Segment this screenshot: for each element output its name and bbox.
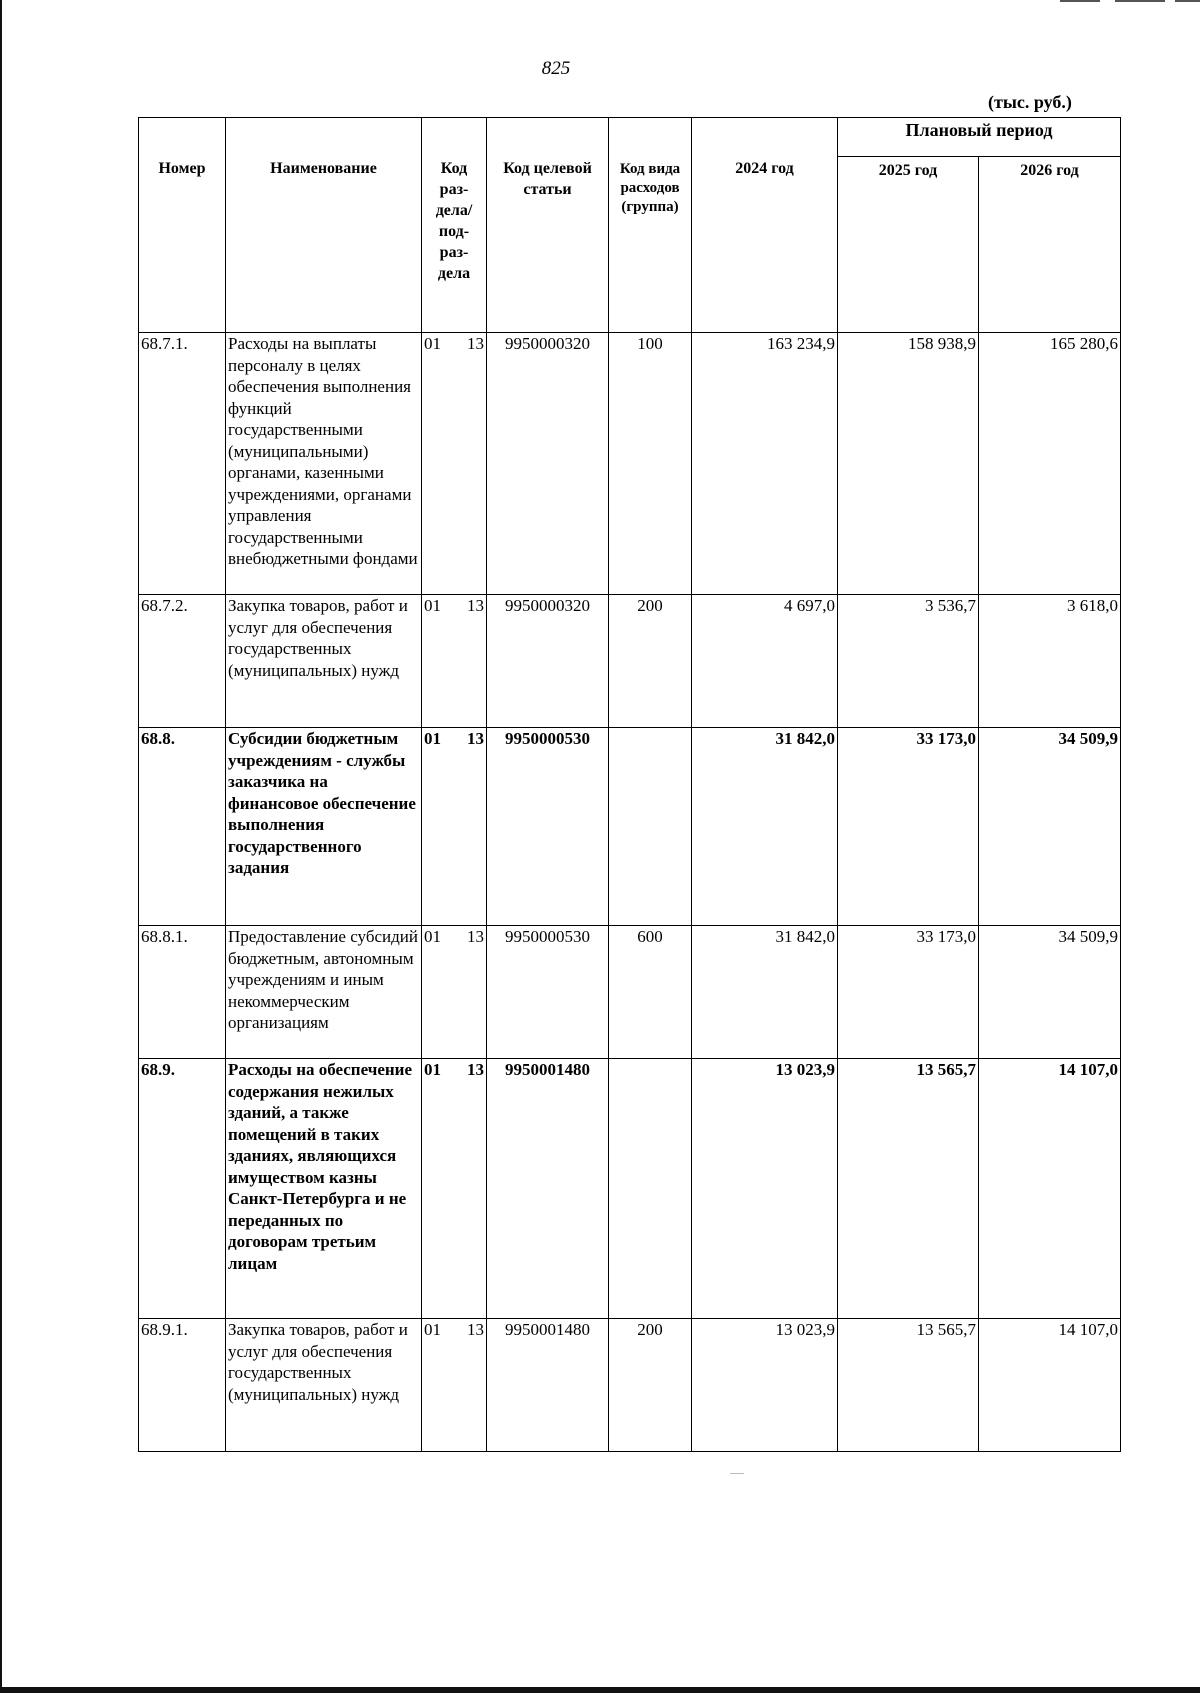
table-body — [139, 333, 1121, 1452]
row-name: Расходы на обеспечение содержания нежилых зданий, а также помещений в таких зданиях, являющихся имуществом казны Санкт-Петербурга и не переданных по договорам третьим лицам — [226, 1059, 422, 1319]
section: 01 — [424, 1060, 441, 1079]
scan-left-edge — [0, 0, 2, 1693]
row-number: 68.7.1. — [139, 333, 226, 595]
header-expense-type: Код вида расходов (группа) — [609, 118, 692, 333]
table-row — [139, 333, 1121, 595]
row-amount-2026: 165 280,6 — [979, 333, 1121, 595]
row-amount-2025: 3 536,7 — [838, 595, 979, 728]
row-name: Предоставление субсидий бюджетным, автономным учреждениям и иным некоммерческим организациям — [226, 926, 422, 1059]
header-year-2024: 2024 год — [692, 118, 838, 333]
row-expense-type: 200 — [609, 595, 692, 728]
header-number: Номер — [139, 118, 226, 333]
table-row — [139, 728, 1121, 926]
section: 01 — [424, 334, 441, 353]
row-amount-2025: 33 173,0 — [838, 926, 979, 1059]
row-amount-2024: 31 842,0 — [692, 728, 838, 926]
row-amount-2024: 13 023,9 — [692, 1059, 838, 1319]
row-amount-2024: 31 842,0 — [692, 926, 838, 1059]
row-target-code: 9950000320 — [487, 333, 609, 595]
row-number: 68.7.2. — [139, 595, 226, 728]
row-expense-type: 200 — [609, 1319, 692, 1452]
row-number: 68.8.1. — [139, 926, 226, 1059]
subsection: 13 — [467, 596, 484, 615]
units-label: (тыс. руб.) — [988, 92, 1072, 112]
row-section-code — [422, 926, 487, 1059]
row-target-code: 9950000320 — [487, 595, 609, 728]
row-section-code — [422, 595, 487, 728]
scan-top-mark — [1060, 0, 1100, 2]
subsection: 13 — [467, 729, 484, 748]
table-row — [139, 926, 1121, 1059]
row-number: 68.9. — [139, 1059, 226, 1319]
row-amount-2025: 13 565,7 — [838, 1319, 979, 1452]
table-row — [139, 1319, 1121, 1452]
table-header — [139, 118, 1121, 333]
header-planned-period: Плановый период — [838, 118, 1121, 157]
table-row — [139, 1059, 1121, 1319]
subsection: 13 — [467, 1060, 484, 1079]
header-name: Наименование — [226, 118, 422, 333]
budget-table — [138, 117, 1121, 1452]
row-amount-2026: 3 618,0 — [979, 595, 1121, 728]
subsection: 13 — [467, 1320, 484, 1339]
row-number: 68.8. — [139, 728, 226, 926]
row-amount-2026: 34 509,9 — [979, 926, 1121, 1059]
row-section-code — [422, 1059, 487, 1319]
header-section-code: Код раз-дела/ под-раз-дела — [422, 118, 487, 333]
row-section-code — [422, 333, 487, 595]
row-name: Субсидии бюджетным учреждениям - службы заказчика на финансовое обеспечение выполнения государственного задания — [226, 728, 422, 926]
row-amount-2024: 163 234,9 — [692, 333, 838, 595]
row-target-code: 9950001480 — [487, 1059, 609, 1319]
section: 01 — [424, 927, 441, 946]
row-amount-2024: 13 023,9 — [692, 1319, 838, 1452]
row-number: 68.9.1. — [139, 1319, 226, 1452]
subsection: 13 — [467, 334, 484, 353]
scan-top-mark — [1115, 0, 1165, 2]
row-amount-2026: 14 107,0 — [979, 1319, 1121, 1452]
scan-bottom-edge — [0, 1687, 1200, 1693]
page-number: 825 — [541, 58, 571, 79]
row-target-code: 9950001480 — [487, 1319, 609, 1452]
row-expense-type: 600 — [609, 926, 692, 1059]
section: 01 — [424, 1320, 441, 1339]
scan-speck — [730, 1473, 744, 1474]
row-name: Закупка товаров, работ и услуг для обеспечения государственных (муниципальных) нужд — [226, 595, 422, 728]
row-name: Расходы на выплаты персоналу в целях обеспечения выполнения функций государственными (муниципальными) органами, казенными учреждениями, органами управления государственными внебюджетными фондами — [226, 333, 422, 595]
table-row — [139, 595, 1121, 728]
row-target-code: 9950000530 — [487, 728, 609, 926]
row-amount-2025: 13 565,7 — [838, 1059, 979, 1319]
section: 01 — [424, 729, 441, 748]
row-amount-2026: 14 107,0 — [979, 1059, 1121, 1319]
header-target-code: Код целевой статьи — [487, 118, 609, 333]
row-amount-2024: 4 697,0 — [692, 595, 838, 728]
row-expense-type — [609, 728, 692, 926]
row-expense-type — [609, 1059, 692, 1319]
row-amount-2025: 33 173,0 — [838, 728, 979, 926]
section: 01 — [424, 596, 441, 615]
row-amount-2025: 158 938,9 — [838, 333, 979, 595]
row-expense-type: 100 — [609, 333, 692, 595]
row-amount-2026: 34 509,9 — [979, 728, 1121, 926]
row-target-code: 9950000530 — [487, 926, 609, 1059]
subsection: 13 — [467, 927, 484, 946]
scan-top-mark — [1175, 0, 1200, 2]
header-year-2025: 2025 год — [838, 157, 979, 333]
header-year-2026: 2026 год — [979, 157, 1121, 333]
row-section-code — [422, 728, 487, 926]
row-section-code — [422, 1319, 487, 1452]
row-name: Закупка товаров, работ и услуг для обеспечения государственных (муниципальных) нужд — [226, 1319, 422, 1452]
